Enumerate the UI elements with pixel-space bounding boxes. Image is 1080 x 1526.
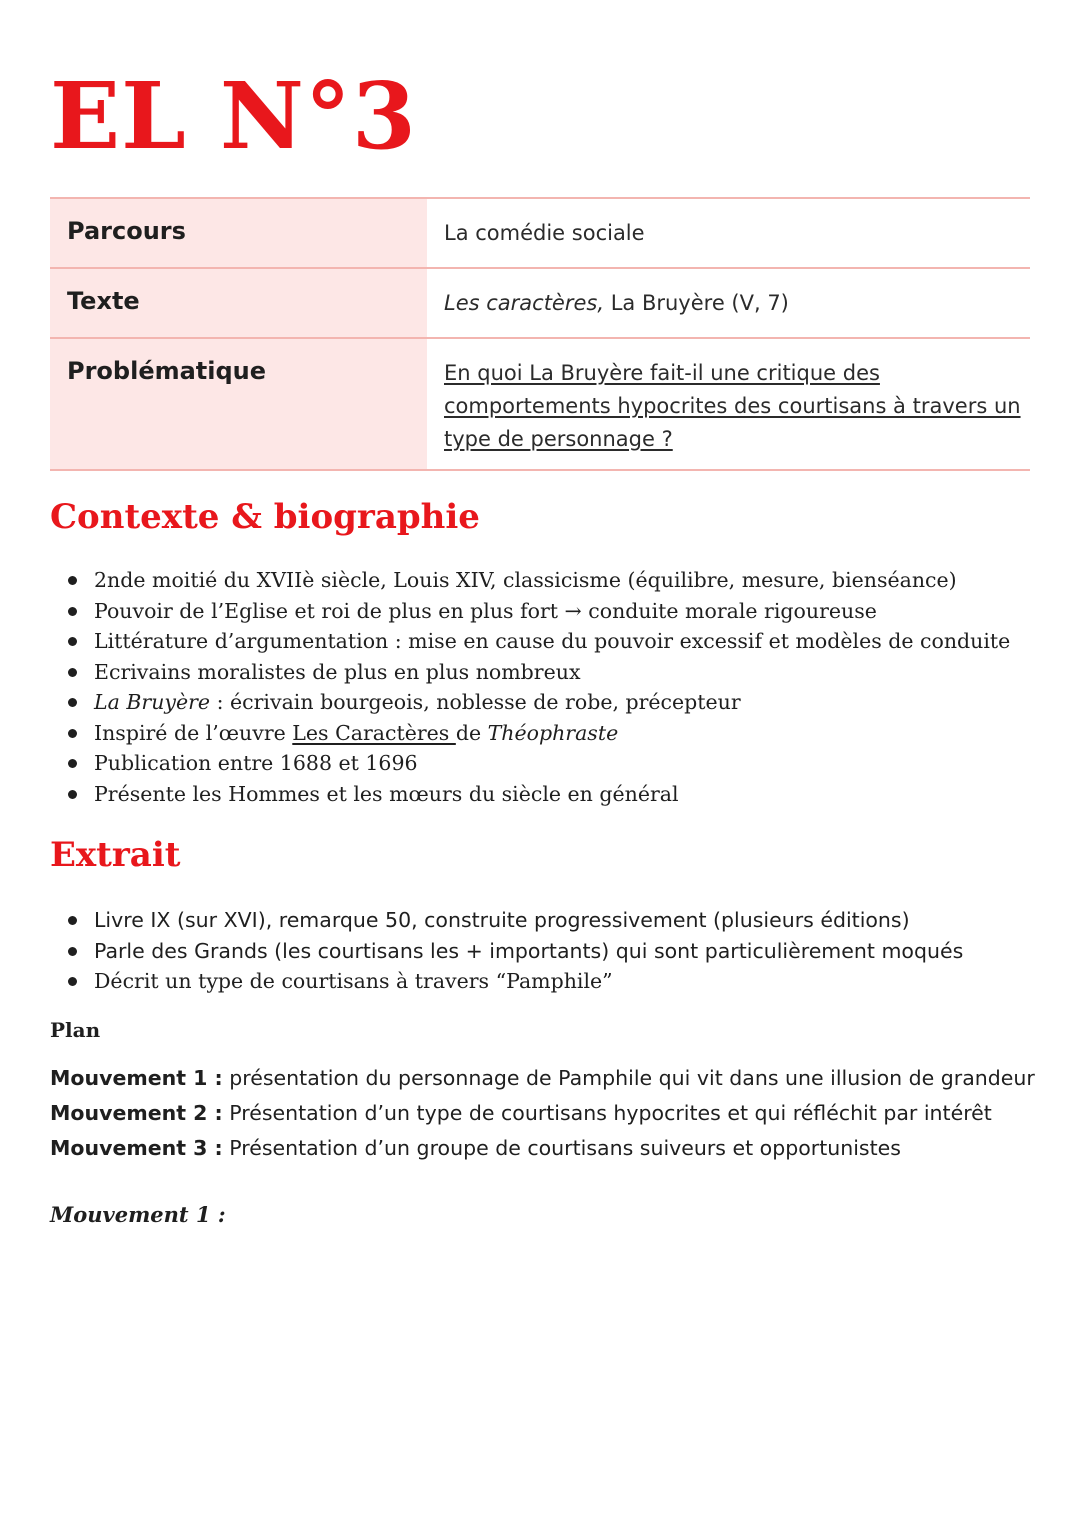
list-item: Livre IX (sur XVI), remarque 50, construite progressivement (plusieurs éditions) [94,905,1044,936]
author-name-italic: La Bruyère [94,690,211,714]
list-item-rest: : écrivain bourgeois, noblesse de robe, précepteur [210,690,741,714]
plan-movements [50,1061,1040,1166]
list-item [94,718,1044,749]
plan-movement-2 [50,1096,1040,1131]
table-value-parcours: La comédie sociale [444,221,645,245]
movement-label: Mouvement 3 : [50,1136,223,1160]
list-item-middle: de [455,720,488,745]
work-title-underlined: Les Caractères [292,720,456,745]
list-item: Décrit un type de courtisans à travers “Pamphile” [94,966,1044,997]
mouvement-1-heading: Mouvement 1 : [50,1202,226,1227]
list-item: Ecrivains moralistes de plus en plus nombreux [94,657,1044,688]
table-value-texte [427,268,1030,338]
movement-label: Mouvement 1 : [50,1066,223,1090]
document-title: EL N°3 [50,62,417,170]
contexte-list [66,565,1044,809]
list-item: Littérature d’argumentation : mise en cause du pouvoir excessif et modèles de conduite [94,626,1044,657]
list-item [94,687,1044,718]
list-item-before: Inspiré de l’œuvre [94,720,293,745]
list-item: Publication entre 1688 et 1696 [94,748,1044,779]
table-row-problematique [50,338,1030,470]
movement-text: présentation du personnage de Pamphile qui vit dans une illusion de grandeur [222,1066,1035,1090]
section-title-contexte: Contexte & biographie [50,497,480,537]
table-value-problematique [427,338,1030,470]
table-label-problematique: Problématique [50,338,427,470]
table-label-texte: Texte [50,268,427,338]
plan-movement-3 [50,1131,1040,1166]
list-item: 2nde moitié du XVIIè siècle, Louis XIV, classicisme (équilibre, mesure, bienséance) [94,565,1044,596]
info-table [50,197,1030,471]
theophraste-italic: Théophraste [487,720,619,745]
section-title-extrait: Extrait [50,835,181,875]
movement-text: Présentation d’un groupe de courtisans suiveurs et opportunistes [222,1136,901,1160]
extrait-list [66,905,1044,997]
table-row-parcours [50,198,1030,268]
movement-label: Mouvement 2 : [50,1101,223,1125]
plan-movement-1 [50,1061,1040,1096]
plan-heading: Plan [50,1018,101,1042]
table-row-texte [50,268,1030,338]
problematique-text: En quoi La Bruyère fait-il une critique des comportements hypocrites des courtisans à travers un type de personnage ? [444,361,1021,451]
list-item: Pouvoir de l’Eglise et roi de plus en plus fort → conduite morale rigoureuse [94,596,1044,627]
table-label-parcours: Parcours [50,198,427,268]
movement-text: Présentation d’un type de courtisans hypocrites et qui réfléchit par intérêt [222,1101,992,1125]
texte-title-italic: Les caractères, [444,291,605,315]
list-item: Présente les Hommes et les mœurs du siècle en général [94,779,1044,810]
texte-author: La Bruyère (V, 7) [604,291,789,315]
list-item: Parle des Grands (les courtisans les + importants) qui sont particulièrement moqués [94,936,1044,967]
